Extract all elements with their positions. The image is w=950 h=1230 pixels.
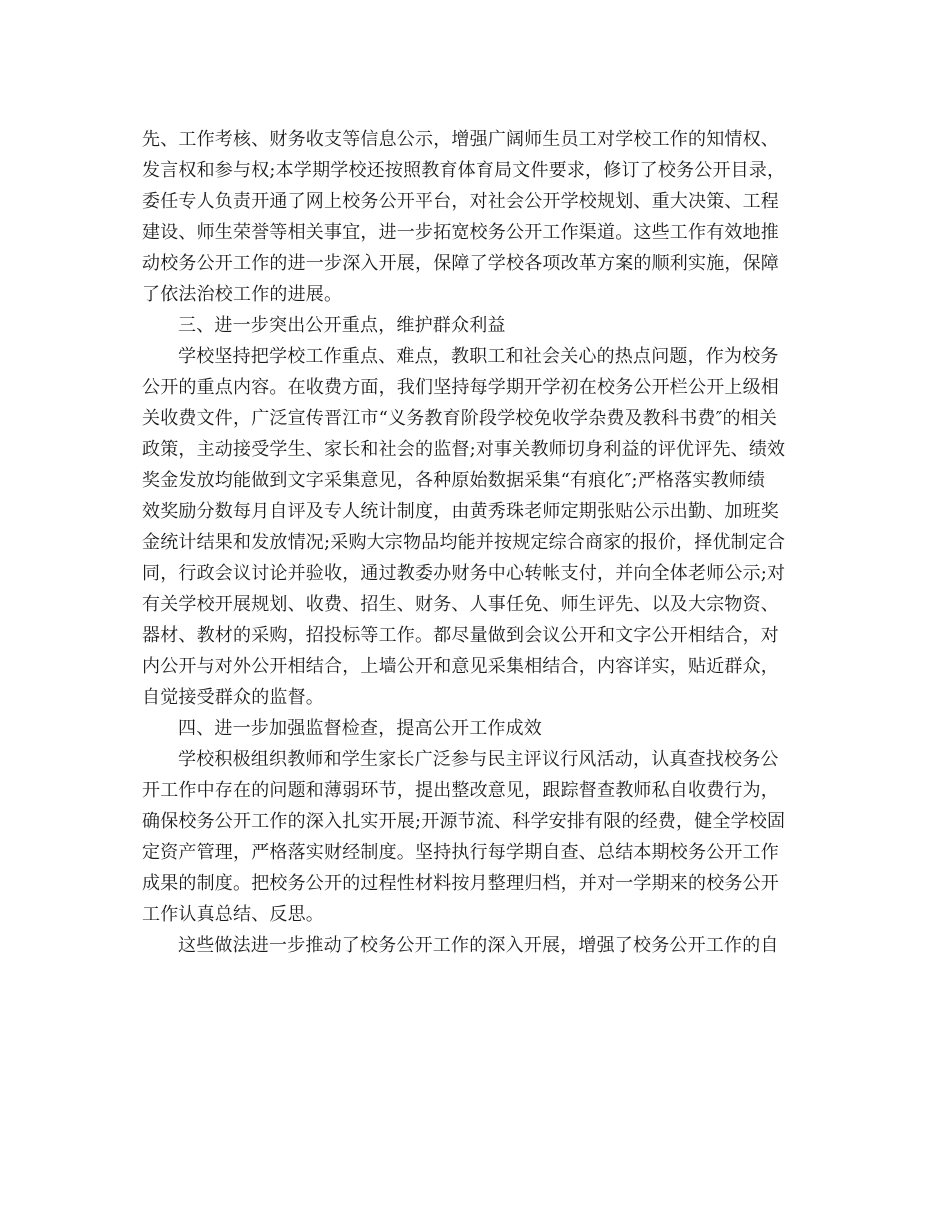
text-line: 效奖励分数每月自评及专人统计制度，由黄秀珠老师定期张贴公示出勤、加班奖	[142, 501, 779, 522]
text-line: 自觉接受群众的监督。	[142, 687, 324, 708]
text-line: 确保校务公开工作的深入扎实开展;开源节流、科学安排有限的经费，健全学校固	[142, 811, 786, 832]
text-line: 定资产管理，严格落实财经制度。坚持执行每学期自查、总结本期校务公开工作	[142, 842, 779, 863]
text-line: 先、工作考核、财务收支等信息公示，增强广阔师生员工对学校工作的知情权、	[142, 129, 779, 150]
text-line: 成果的制度。把校务公开的过程性材料按月整理归档，并对一学期来的校务公开	[142, 873, 779, 894]
text-line: 奖金发放均能做到文字采集意见，各种原始数据采集“有痕化″;严格落实教师绩	[142, 470, 766, 491]
text-line: 内公开与对外公开相结合，上墙公开和意见采集相结合，内容详实，贴近群众，	[142, 656, 779, 677]
text-line: 学校积极组织教师和学生家长广泛参与民主评议行风活动，认真查找校务公	[178, 749, 779, 770]
text-line: 开工作中存在的问题和薄弱环节，提出整改意见，跟踪督查教师私自收费行为，	[142, 780, 779, 801]
text-line: 建设、师生荣誉等相关事宜，进一步拓宽校务公开工作渠道。这些工作有效地推	[142, 222, 779, 243]
text-line: 金统计结果和发放情况;采购大宗物品均能并按规定综合商家的报价，择优制定合	[142, 532, 786, 553]
text-line: 三、进一步突出公开重点，维护群众利益	[178, 315, 506, 336]
text-line: 了依法治校工作的进展。	[142, 284, 343, 305]
text-line: 同，行政会议讨论并验收，通过教委办财务中心转帐支付，并向全体老师公示;对	[142, 563, 786, 584]
document-body	[142, 124, 814, 961]
text-line: 有关学校开展规划、收费、招生、财务、人事任免、师生评先、以及大宗物资、	[142, 594, 779, 615]
text-line: 动校务公开工作的进一步深入开展，保障了学校各项改革方案的顺利实施，保障	[142, 253, 779, 274]
text-line: 器材、教材的采购，招投标等工作。都尽量做到会议公开和文字公开相结合，对	[142, 625, 779, 646]
text-line: 学校坚持把学校工作重点、难点，教职工和社会关心的热点问题，作为校务	[178, 346, 779, 367]
text-line: 政策，主动接受学生、家长和社会的监督;对事关教师切身利益的评优评先、绩效	[142, 439, 786, 460]
text-line: 工作认真总结、反思。	[142, 904, 324, 925]
text-line: 发言权和参与权;本学期学校还按照教育体育局文件要求，修订了校务公开目录，	[142, 160, 786, 181]
text-line: 四、进一步加强监督检查，提高公开工作成效	[178, 718, 542, 739]
paragraph-lines	[142, 124, 814, 961]
text-line: 关收费文件，广泛宣传晋江市“义务教育阶段学校免收学杂费及教科书费″的相关	[142, 408, 778, 429]
text-line: 委任专人负责开通了网上校务公开平台，对社会公开学校规划、重大决策、工程	[142, 191, 779, 212]
text-line: 公开的重点内容。在收费方面，我们坚持每学期开学初在校务公开栏公开上级相	[142, 377, 779, 398]
text-line: 这些做法进一步推动了校务公开工作的深入开展，增强了校务公开工作的自	[178, 935, 779, 956]
